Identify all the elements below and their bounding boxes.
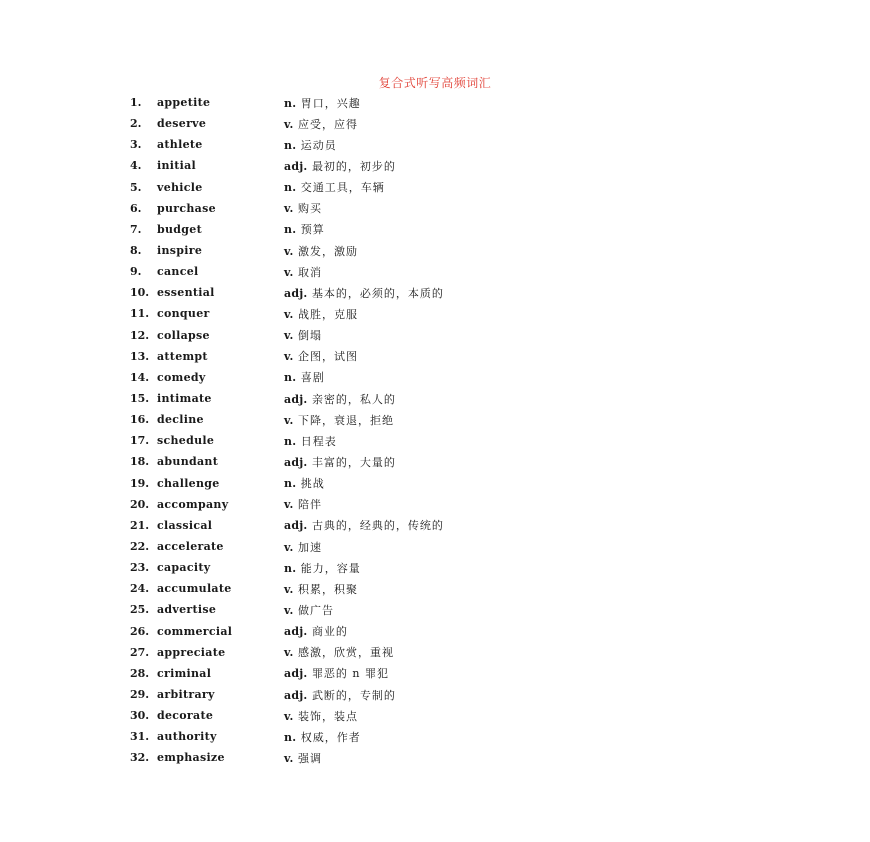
list-item xyxy=(130,177,590,198)
list-item xyxy=(130,451,590,472)
entry-number: 31. xyxy=(130,730,150,744)
entry-word: accompany xyxy=(157,497,229,511)
entry-part-of-speech: v. xyxy=(284,350,294,364)
entry-word: appreciate xyxy=(157,645,226,659)
entry-meaning: 强调 xyxy=(298,751,323,765)
entry-definition xyxy=(284,454,396,470)
entry-number: 8. xyxy=(130,244,142,258)
entry-number: 17. xyxy=(130,434,150,448)
entry-definition xyxy=(284,644,394,660)
entry-definition xyxy=(284,433,337,449)
entry-word: appetite xyxy=(157,96,211,110)
entry-part-of-speech: v. xyxy=(284,413,294,427)
entry-number: 1. xyxy=(130,96,142,110)
entry-part-of-speech: adj. xyxy=(284,688,308,702)
entry-number: 32. xyxy=(130,751,150,765)
entry-part-of-speech: adj. xyxy=(284,286,308,300)
list-item xyxy=(130,494,590,515)
entry-meaning: 运动员 xyxy=(300,138,337,152)
entry-number: 22. xyxy=(130,540,150,554)
entry-part-of-speech: n. xyxy=(284,477,297,491)
list-item xyxy=(130,599,590,620)
entry-part-of-speech: n. xyxy=(284,96,297,110)
entry-meaning: 做广告 xyxy=(298,603,335,617)
entry-number: 20. xyxy=(130,497,150,511)
entry-number: 26. xyxy=(130,624,150,638)
entry-number: 27. xyxy=(130,645,150,659)
entry-part-of-speech: adj. xyxy=(284,625,308,639)
entry-definition xyxy=(284,348,358,364)
entry-definition xyxy=(284,750,322,766)
entry-word: criminal xyxy=(157,666,212,680)
entry-word: initial xyxy=(157,159,197,173)
entry-part-of-speech: n. xyxy=(284,181,297,195)
entry-number: 18. xyxy=(130,455,150,469)
list-item xyxy=(130,621,590,642)
entry-part-of-speech: v. xyxy=(284,540,294,554)
entry-word: abundant xyxy=(157,455,219,469)
entry-part-of-speech: adj. xyxy=(284,455,308,469)
entry-word: inspire xyxy=(157,244,203,258)
entry-number: 19. xyxy=(130,476,150,490)
entry-definition xyxy=(284,729,361,745)
entry-meaning: 古典的，经典的，传统的 xyxy=(311,519,444,533)
entry-number: 3. xyxy=(130,138,142,152)
entry-word: arbitrary xyxy=(157,688,215,701)
entry-definition xyxy=(284,665,389,681)
entry-part-of-speech: adj. xyxy=(284,392,308,406)
entry-part-of-speech: n. xyxy=(284,561,297,575)
entry-meaning: 基本的，必须的，本质的 xyxy=(311,286,444,300)
entry-part-of-speech: adj. xyxy=(284,667,308,681)
entry-part-of-speech: v. xyxy=(284,582,294,596)
entry-definition xyxy=(284,391,396,407)
entry-word: deserve xyxy=(157,117,207,131)
entry-number: 9. xyxy=(130,265,142,279)
entry-meaning: 武断的，专制的 xyxy=(311,688,396,702)
entry-part-of-speech: v. xyxy=(284,603,294,617)
entry-word: accelerate xyxy=(157,540,224,554)
entry-meaning: 挑战 xyxy=(300,477,325,491)
entry-definition xyxy=(284,158,396,174)
entry-word: budget xyxy=(157,222,202,236)
entry-word: intimate xyxy=(157,392,212,406)
entry-meaning: 取消 xyxy=(298,265,323,279)
list-item xyxy=(130,726,590,747)
entry-meaning: 预算 xyxy=(300,223,325,237)
entry-part-of-speech: adj. xyxy=(284,519,308,533)
entry-word: purchase xyxy=(157,201,216,215)
list-item xyxy=(130,325,590,346)
entry-definition xyxy=(284,687,396,703)
entry-definition xyxy=(284,560,361,576)
entry-word: accumulate xyxy=(157,582,232,596)
entry-meaning: 企图，试图 xyxy=(298,350,359,364)
entry-meaning: 亲密的，私人的 xyxy=(311,392,396,406)
entry-number: 30. xyxy=(130,709,150,723)
entry-word: comedy xyxy=(157,370,206,384)
list-item xyxy=(130,430,590,451)
list-item xyxy=(130,261,590,282)
entry-word: commercial xyxy=(157,624,233,638)
entry-word: schedule xyxy=(157,434,215,448)
entry-part-of-speech: adj. xyxy=(284,159,308,173)
entry-definition xyxy=(284,581,358,597)
entry-definition xyxy=(284,116,358,132)
list-item xyxy=(130,219,590,240)
list-item xyxy=(130,409,590,430)
entry-word: capacity xyxy=(157,561,211,575)
entry-meaning: 交通工具，车辆 xyxy=(300,181,385,195)
entry-word: decline xyxy=(157,413,204,427)
list-item xyxy=(130,240,590,261)
entry-definition xyxy=(284,137,337,153)
entry-number: 14. xyxy=(130,370,150,384)
list-item xyxy=(130,388,590,409)
entry-meaning: 应受，应得 xyxy=(298,117,359,131)
entry-number: 16. xyxy=(130,413,150,427)
list-item xyxy=(130,642,590,663)
entry-meaning: 激发，激励 xyxy=(298,244,359,258)
entry-word: classical xyxy=(157,518,213,532)
entry-meaning: 倒塌 xyxy=(298,329,323,343)
entry-definition xyxy=(284,285,444,301)
entry-word: conquer xyxy=(157,307,210,321)
entry-definition xyxy=(284,306,358,322)
entry-part-of-speech: v. xyxy=(284,329,294,343)
list-item xyxy=(130,198,590,219)
entry-number: 7. xyxy=(130,222,142,236)
entry-meaning: 能力，容量 xyxy=(300,561,361,575)
entry-word: authority xyxy=(157,730,217,744)
entry-meaning: 积累，积聚 xyxy=(298,582,359,596)
entry-meaning: 商业的 xyxy=(311,625,348,639)
entry-part-of-speech: n. xyxy=(284,223,297,237)
list-item xyxy=(130,113,590,134)
entry-part-of-speech: v. xyxy=(284,117,294,131)
entry-number: 25. xyxy=(130,603,150,617)
entry-meaning: 感激，欣赏，重视 xyxy=(298,646,395,660)
vocab-list xyxy=(130,92,590,769)
entry-part-of-speech: n. xyxy=(284,730,297,744)
entry-meaning: 最初的，初步的 xyxy=(311,159,396,173)
list-item xyxy=(130,578,590,599)
entry-definition xyxy=(284,517,444,533)
page-title: 复合式听写高频词汇 xyxy=(378,76,492,90)
list-item xyxy=(130,536,590,557)
entry-part-of-speech: v. xyxy=(284,307,294,321)
entry-number: 29. xyxy=(130,688,150,701)
entry-number: 11. xyxy=(130,307,150,321)
entry-definition xyxy=(284,200,322,216)
entry-part-of-speech: v. xyxy=(284,709,294,723)
entry-word: attempt xyxy=(157,349,208,363)
entry-definition xyxy=(284,496,322,512)
entry-definition xyxy=(284,539,322,555)
list-item xyxy=(130,282,590,303)
entry-meaning: 日程表 xyxy=(300,434,337,448)
entry-definition xyxy=(284,264,322,280)
entry-word: cancel xyxy=(157,265,199,279)
list-item xyxy=(130,684,590,705)
entry-part-of-speech: v. xyxy=(284,498,294,512)
entry-number: 4. xyxy=(130,159,142,173)
entry-part-of-speech: v. xyxy=(284,751,294,765)
entry-meaning: 胃口，兴趣 xyxy=(300,96,361,110)
list-item xyxy=(130,346,590,367)
entry-number: 12. xyxy=(130,328,150,342)
entry-meaning: 陪伴 xyxy=(298,498,323,512)
list-item xyxy=(130,473,590,494)
entry-part-of-speech: v. xyxy=(284,265,294,279)
entry-meaning: 战胜，克服 xyxy=(298,307,359,321)
entry-meaning: 加速 xyxy=(298,540,323,554)
entry-meaning: 装饰，装点 xyxy=(298,709,359,723)
entry-meaning: 下降，衰退，拒绝 xyxy=(298,413,395,427)
list-item xyxy=(130,367,590,388)
entry-number: 13. xyxy=(130,349,150,363)
entry-part-of-speech: n. xyxy=(284,371,297,385)
list-item xyxy=(130,557,590,578)
list-item xyxy=(130,663,590,684)
entry-word: decorate xyxy=(157,709,214,723)
entry-number: 6. xyxy=(130,201,142,215)
entry-definition xyxy=(284,221,325,237)
entry-definition xyxy=(284,602,334,618)
entry-number: 23. xyxy=(130,561,150,575)
entry-number: 15. xyxy=(130,392,150,406)
entry-definition xyxy=(284,623,348,639)
entry-number: 28. xyxy=(130,666,150,680)
entry-definition xyxy=(284,412,394,428)
entry-definition xyxy=(284,708,358,724)
entry-word: challenge xyxy=(157,476,220,490)
entry-part-of-speech: n. xyxy=(284,138,297,152)
entry-part-of-speech: n. xyxy=(284,434,297,448)
entry-definition xyxy=(284,475,325,491)
entry-word: essential xyxy=(157,286,215,300)
entry-word: emphasize xyxy=(157,751,225,765)
entry-word: advertise xyxy=(157,603,217,617)
entry-number: 24. xyxy=(130,582,150,596)
entry-meaning: 丰富的，大量的 xyxy=(311,455,396,469)
entry-part-of-speech: v. xyxy=(284,244,294,258)
entry-number: 5. xyxy=(130,180,142,194)
entry-meaning: 罪恶的 n 罪犯 xyxy=(311,667,390,681)
entry-definition xyxy=(284,243,358,259)
list-item xyxy=(130,515,590,536)
list-item xyxy=(130,92,590,113)
entry-word: vehicle xyxy=(157,180,203,194)
entry-word: athlete xyxy=(157,138,203,152)
entry-part-of-speech: v. xyxy=(284,646,294,660)
entry-word: collapse xyxy=(157,328,210,342)
list-item xyxy=(130,134,590,155)
entry-meaning: 购买 xyxy=(298,202,323,216)
list-item xyxy=(130,303,590,324)
entry-number: 2. xyxy=(130,117,142,131)
list-item xyxy=(130,747,590,768)
entry-number: 10. xyxy=(130,286,150,300)
entry-definition xyxy=(284,179,385,195)
entry-number: 21. xyxy=(130,518,150,532)
list-item xyxy=(130,705,590,726)
entry-meaning: 喜剧 xyxy=(300,371,325,385)
list-item xyxy=(130,155,590,176)
entry-part-of-speech: v. xyxy=(284,202,294,216)
entry-meaning: 权威，作者 xyxy=(300,730,361,744)
entry-definition xyxy=(284,369,325,385)
entry-definition xyxy=(284,95,361,111)
entry-definition xyxy=(284,327,322,343)
